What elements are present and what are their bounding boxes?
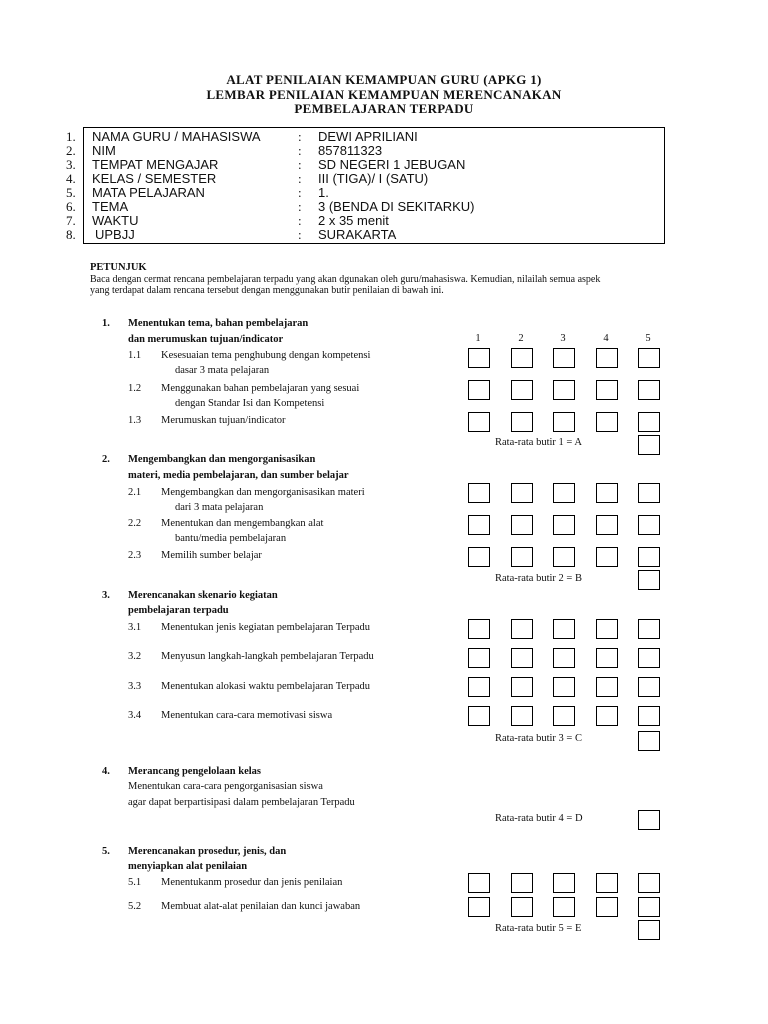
instruction-line2: yang terdapat dalam rencana tersebut dengan menggunakan butir penilaian di bawah ini. [90,285,444,296]
rating-box-5[interactable] [638,515,660,535]
section-number: 1. [102,318,110,329]
item-text: Menyusun langkah-langkah pembelajaran Terpadu [161,651,374,662]
rating-box-4[interactable] [596,380,618,400]
section-title: menyiapkan alat penilaian [128,861,248,872]
info-colon: : [298,143,302,158]
rating-box-3[interactable] [553,677,575,697]
info-value-upbjj: SURAKARTA [318,227,397,242]
item-text: Menentukan dan mengembangkan alat [161,518,324,529]
item-text: bantu/media pembelajaran [175,533,287,544]
rating-box-3[interactable] [553,515,575,535]
rating-box-1[interactable] [468,380,490,400]
rating-box-2[interactable] [511,348,533,368]
rating-box-4[interactable] [596,648,618,668]
rating-box-5[interactable] [638,412,660,432]
scale-label: 4 [603,333,609,344]
average-label: Rata-rata butir 2 = B [495,573,582,584]
item-number: 3.3 [128,681,142,692]
info-colon: : [298,227,302,242]
item-number: 2.3 [128,550,142,561]
rating-box-2[interactable] [511,677,533,697]
item-text: Menentukan jenis kegiatan pembelajaran Terpadu [161,622,370,633]
scale-label: 1 [475,333,481,344]
rating-box-5[interactable] [638,380,660,400]
info-colon: : [298,213,302,228]
rating-box-3[interactable] [553,706,575,726]
average-label: Rata-rata butir 4 = D [495,813,583,824]
info-num: 6. [66,199,76,214]
rating-box-1[interactable] [468,648,490,668]
section-title: Merancang pengelolaan kelas [128,766,261,777]
rating-box-3[interactable] [553,897,575,917]
scale-label: 3 [560,333,566,344]
average-box[interactable] [638,731,660,751]
section-number: 4. [102,766,110,777]
rating-box-2[interactable] [511,897,533,917]
rating-box-5[interactable] [638,897,660,917]
item-text: Menentukan cara-cara pengorganisasian siswa [128,781,323,792]
rating-box-5[interactable] [638,348,660,368]
rating-box-5[interactable] [638,677,660,697]
section-number: 5. [102,846,110,857]
rating-box-4[interactable] [596,897,618,917]
rating-box-5[interactable] [638,706,660,726]
info-colon: : [298,171,302,186]
section-title: dan merumuskan tujuan/indicator [128,334,284,345]
average-label: Rata-rata butir 1 = A [495,437,582,448]
average-box[interactable] [638,810,660,830]
rating-box-1[interactable] [468,515,490,535]
rating-box-1[interactable] [468,483,490,503]
item-number: 5.2 [128,901,142,912]
rating-box-2[interactable] [511,483,533,503]
rating-box-3[interactable] [553,619,575,639]
info-label-time: WAKTU [92,213,139,228]
info-label-name: NAMA GURU / MAHASISWA [92,129,261,144]
rating-box-2[interactable] [511,547,533,567]
form-title-line3: PEMBELAJARAN TERPADU [294,101,474,116]
average-box[interactable] [638,435,660,455]
info-num: 1. [66,129,76,144]
rating-box-4[interactable] [596,547,618,567]
item-text: dari 3 mata pelajaran [175,502,264,513]
info-label-theme: TEMA [92,199,129,214]
rating-box-4[interactable] [596,348,618,368]
rating-box-1[interactable] [468,897,490,917]
item-text: dengan Standar Isi dan Kompetensi [175,398,325,409]
rating-box-4[interactable] [596,412,618,432]
rating-box-2[interactable] [511,412,533,432]
rating-box-1[interactable] [468,873,490,893]
rating-box-5[interactable] [638,873,660,893]
item-text: Menggunakan bahan pembelajaran yang sesuai [161,383,360,394]
rating-box-4[interactable] [596,873,618,893]
info-colon: : [298,157,302,172]
info-value-class: III (TIGA)/ I (SATU) [318,171,429,186]
rating-box-5[interactable] [638,483,660,503]
info-label-place: TEMPAT MENGAJAR [92,157,219,172]
rating-box-3[interactable] [553,648,575,668]
rating-box-1[interactable] [468,547,490,567]
info-num: 4. [66,171,76,186]
rating-box-1[interactable] [468,412,490,432]
section-title: pembelajaran terpadu [128,605,229,616]
item-number: 5.1 [128,877,142,888]
section-number: 2. [102,454,110,465]
item-text: Merumuskan tujuan/indicator [161,415,286,426]
rating-box-3[interactable] [553,348,575,368]
rating-box-3[interactable] [553,873,575,893]
section-title: Menentukan tema, bahan pembelajaran [128,318,309,329]
rating-box-5[interactable] [638,547,660,567]
info-value-time: 2 x 35 menit [318,213,389,228]
info-value-name: DEWI APRILIANI [318,129,418,144]
info-num: 7. [66,213,76,228]
item-number: 1.2 [128,383,142,394]
section-title: materi, media pembelajaran, dan sumber belajar [128,470,349,481]
info-num: 5. [66,185,76,200]
rating-box-1[interactable] [468,706,490,726]
average-label: Rata-rata butir 3 = C [495,733,582,744]
item-number: 3.2 [128,651,142,662]
rating-box-4[interactable] [596,619,618,639]
scale-label: 2 [518,333,524,344]
rating-box-2[interactable] [511,619,533,639]
info-num: 3. [66,157,76,172]
rating-box-2[interactable] [511,380,533,400]
section-title: Merencanakan skenario kegiatan [128,590,278,601]
rating-box-5[interactable] [638,619,660,639]
section-number: 3. [102,590,110,601]
info-value-theme: 3 (BENDA DI SEKITARKU) [318,199,475,214]
item-text: Membuat alat-alat penilaian dan kunci jawaban [161,901,361,912]
info-colon: : [298,129,302,144]
info-value-place: SD NEGERI 1 JEBUGAN [318,157,466,172]
item-text: Kesesuaian tema penghubung dengan kompetensi [161,350,371,361]
item-text: Menentukan alokasi waktu pembelajaran Terpadu [161,681,370,692]
rating-box-4[interactable] [596,706,618,726]
item-text: dasar 3 mata pelajaran [175,365,270,376]
rating-box-3[interactable] [553,547,575,567]
info-num: 2. [66,143,76,158]
info-colon: : [298,185,302,200]
rating-box-4[interactable] [596,677,618,697]
section-title: Mengembangkan dan mengorganisasikan [128,454,316,465]
item-number: 3.4 [128,710,142,721]
rating-box-3[interactable] [553,412,575,432]
item-text: Memilih sumber belajar [161,550,262,561]
item-text: Menentukan cara-cara memotivasi siswa [161,710,333,721]
rating-box-3[interactable] [553,483,575,503]
info-label-subject: MATA PELAJARAN [92,185,205,200]
item-text: agar dapat berpartisipasi dalam pembelajaran Terpadu [128,797,355,808]
average-label: Rata-rata butir 5 = E [495,923,582,934]
info-label-upbjj: UPBJJ [95,227,135,242]
average-box[interactable] [638,570,660,590]
item-number: 2.2 [128,518,142,529]
rating-box-4[interactable] [596,483,618,503]
scale-label: 5 [645,333,651,344]
item-number: 1.3 [128,415,142,426]
instruction-line1: Baca dengan cermat rencana pembelajaran terpadu yang akan dgunakan oleh guru/mahasiswa. Kemudian, nilailah semua aspek [90,274,601,285]
info-colon: : [298,199,302,214]
info-num: 8. [66,227,76,242]
info-value-nim: 857811323 [318,143,383,158]
form-title-line1: ALAT PENILAIAN KEMAMPUAN GURU (APKG 1) [226,72,542,87]
item-text: Menentukanm prosedur dan jenis penilaian [161,877,343,888]
info-label-nim: NIM [92,143,116,158]
rating-box-3[interactable] [553,380,575,400]
section-title: Merencanakan prosedur, jenis, dan [128,846,287,857]
rating-box-1[interactable] [468,677,490,697]
item-number: 2.1 [128,487,142,498]
rating-box-1[interactable] [468,348,490,368]
item-text: Mengembangkan dan mengorganisasikan materi [161,487,365,498]
rating-box-5[interactable] [638,648,660,668]
average-box[interactable] [638,920,660,940]
info-label-class: KELAS / SEMESTER [92,171,217,186]
info-value-subject: 1. [318,185,329,200]
rating-box-4[interactable] [596,515,618,535]
rating-box-2[interactable] [511,515,533,535]
rating-box-2[interactable] [511,706,533,726]
rating-box-1[interactable] [468,619,490,639]
item-number: 3.1 [128,622,142,633]
item-number: 1.1 [128,350,142,361]
rating-box-2[interactable] [511,873,533,893]
instruction-title: PETUNJUK [90,262,147,273]
form-title-line2: LEMBAR PENILAIAN KEMAMPUAN MERENCANAKAN [206,87,562,102]
rating-box-2[interactable] [511,648,533,668]
